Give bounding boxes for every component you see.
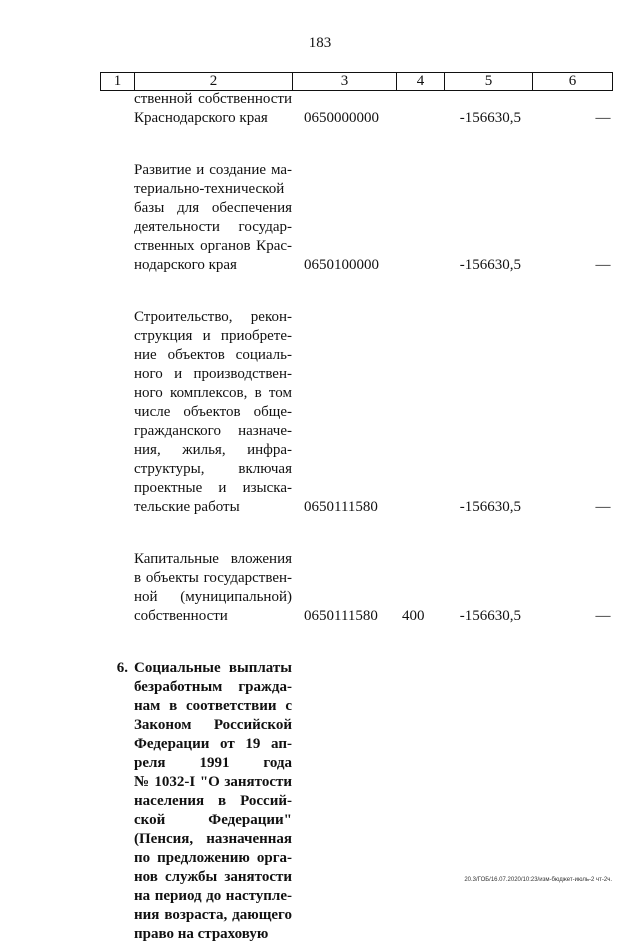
row-name-line: тельские работы [134, 499, 240, 515]
row-col6-dash: — [595, 499, 611, 515]
row-name-line: право на страховую [134, 926, 269, 942]
row-name-line: безработным гражда- [134, 679, 292, 695]
row-name-line: структуры, включая [134, 461, 292, 477]
header-row [101, 73, 613, 91]
row-code: 0650100000 [304, 257, 379, 273]
row-name-line: ния, жилья, инфра- [134, 442, 292, 458]
row-name-line: на период до наступле- [134, 888, 292, 904]
row-name-line: Строительство, рекон- [134, 309, 292, 325]
row-name-line: Краснодарского края [134, 110, 268, 126]
header-col-3: 3 [293, 73, 397, 91]
row-name-line: гражданского назначе- [134, 423, 292, 439]
row-name-line: базы для обеспечения [134, 200, 292, 216]
row-name-line: ской Федерации" [134, 812, 292, 828]
row-col6-dash: — [595, 110, 611, 126]
page-number: 183 [308, 35, 332, 51]
row-name-line: нов службы занятости [134, 869, 292, 885]
table-row [0, 308, 640, 517]
row-name-line: ной (муниципальной) [134, 589, 292, 605]
row-name [134, 550, 292, 626]
row-name-line: териально-технической [134, 181, 285, 197]
header-col-6: 6 [533, 73, 613, 91]
row-name-line: струкция и приобрете- [134, 328, 292, 344]
row-col6-dash: — [595, 608, 611, 624]
row-name-line: ственных органов Крас- [134, 238, 292, 254]
row-name [134, 308, 292, 517]
row-name-line: № 1032-I "О занятости [134, 774, 292, 790]
row-name-line: собственности [134, 608, 228, 624]
header-col-4: 4 [397, 73, 445, 91]
row-code: 0650111580 [304, 499, 378, 515]
row-code: 0650000000 [304, 110, 379, 126]
row-name-line: числе объектов обще- [134, 404, 292, 420]
table-row [0, 550, 640, 626]
row-name-line: реля 1991 года [134, 755, 292, 771]
row-name-line: по предложению орга- [134, 850, 292, 866]
table-header [100, 72, 613, 91]
row-expense-type: 400 [402, 608, 425, 624]
row-name-line: в объекты государствен- [134, 570, 292, 586]
row-name-line: Федерации от 19 ап- [134, 736, 292, 752]
footer-note: 20.3/ГОБ/16.07.2020/10:23/изм-бюджет-июль-2 чт-2ч. [464, 877, 612, 883]
row-amount: -156630,5 [459, 257, 521, 273]
row-name-line: (Пенсия, назначенная [134, 831, 292, 847]
row-name-line: Капитальные вложения [134, 551, 292, 567]
row-col6-dash: — [595, 257, 611, 273]
row-name-line: Развитие и создание ма- [134, 162, 292, 178]
row-amount: -156630,5 [459, 608, 521, 624]
table-row [0, 659, 640, 944]
row-name-line: деятельности государ- [134, 219, 292, 235]
row-name-line: ного комплексов, в том [134, 385, 292, 401]
header-col-5: 5 [445, 73, 533, 91]
row-code: 0650111580 [304, 608, 378, 624]
row-name [134, 90, 292, 128]
row-name-line: ние объектов социаль- [134, 347, 292, 363]
row-name-line: ного и производствен- [134, 366, 292, 382]
row-name [134, 161, 292, 275]
table-row [0, 90, 640, 128]
row-name-line: ния возраста, дающего [134, 907, 292, 923]
row-name [134, 659, 292, 944]
row-name-line: проектные и изыска- [134, 480, 292, 496]
header-col-2: 2 [135, 73, 293, 91]
row-number: 6. [116, 660, 128, 676]
row-name-line: Законом Российской [134, 717, 292, 733]
header-col-1: 1 [101, 73, 135, 91]
row-name-line: Социальные выплаты [134, 660, 292, 676]
row-name-line: ственной собственности [134, 91, 292, 107]
row-name-line: нодарского края [134, 257, 237, 273]
row-amount: -156630,5 [459, 110, 521, 126]
row-name-line: нам в соответствии с [134, 698, 292, 714]
table-row [0, 161, 640, 275]
row-name-line: населения в Россий- [134, 793, 292, 809]
table-body [0, 90, 640, 944]
row-amount: -156630,5 [459, 499, 521, 515]
